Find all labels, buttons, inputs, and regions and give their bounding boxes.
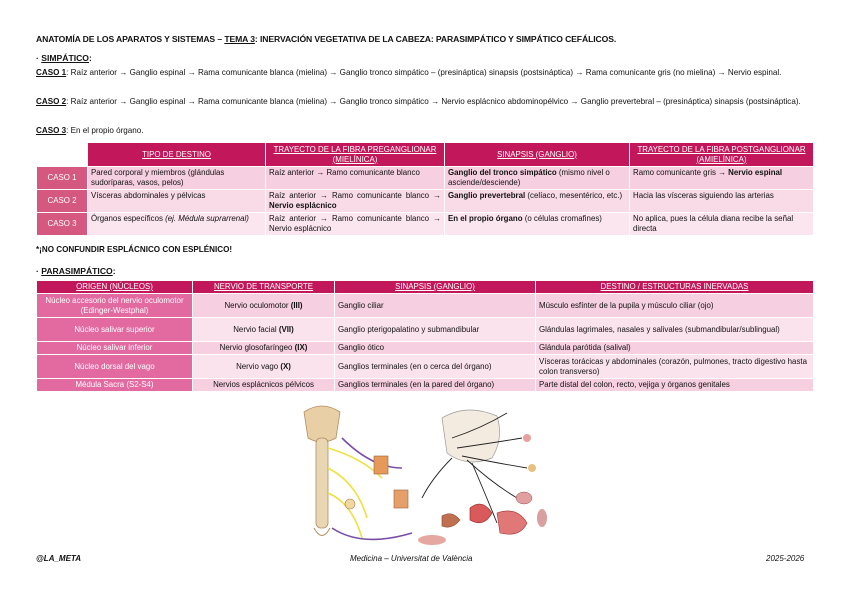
cell-post: Hacia las vísceras siguiendo las arterias bbox=[630, 190, 814, 213]
table-row bbox=[37, 379, 814, 392]
cell-destino: Pared corporal y miembros (glándulas sudoríparas, vasos, pelos) bbox=[88, 167, 266, 190]
parasimpatico-table bbox=[36, 280, 814, 392]
table-row bbox=[37, 318, 814, 342]
table-row bbox=[37, 190, 814, 213]
header-sinapsis: SINAPSIS (GANGLIO) bbox=[335, 281, 536, 294]
cell-destino: Glándulas lagrimales, nasales y salivales (submandibular/sublingual) bbox=[536, 318, 814, 342]
cell-nervio: Nervios esplácnicos pélvicos bbox=[193, 379, 335, 392]
cell-sinapsis: Ganglios terminales (en o cerca del órgano) bbox=[335, 355, 536, 379]
caso2-paragraph: CASO 2: Raíz anterior → Ganglio espinal → Rama comunicante blanca (mielina) → Ganglio tronco simpático → Nervio esplácnico abdominopélvico → Ganglio prevertebral – (presináptica) sinapsis (postsináptica). bbox=[36, 97, 801, 106]
header-origen: ORIGEN (NÚCLEOS) bbox=[37, 281, 193, 294]
footer-year: 2025-2026 bbox=[766, 554, 805, 563]
cell-destino: Músculo esfínter de la pupila y músculo ciliar (ojo) bbox=[536, 294, 814, 318]
row-label: CASO 1 bbox=[37, 167, 88, 190]
cell-sinapsis: Ganglio pterigopalatino y submandibular bbox=[335, 318, 536, 342]
cell-nervio: Nervio oculomotor (III) bbox=[193, 294, 335, 318]
cell-post: No aplica, pues la célula diana recibe la señal directa bbox=[630, 213, 814, 236]
header-tipo-destino: TIPO DE DESTINO bbox=[88, 143, 266, 167]
header-trayecto-pre: TRAYECTO DE LA FIBRA PREGANGLIONAR (MIELÍNICA) bbox=[266, 143, 445, 167]
cell-destino: Vísceras torácicas y abdominales (corazón, pulmones, tracto digestivo hasta colon transverso) bbox=[536, 355, 814, 379]
warning-note: *¡NO CONFUNDIR ESPLÁCNICO CON ESPLÉNICO! bbox=[36, 245, 233, 254]
cell-pre: Raíz anterior → Ramo comunicante blanco → Nervio esplácnico bbox=[266, 213, 445, 236]
table-corner bbox=[37, 143, 88, 167]
header-destino: DESTINO / ESTRUCTURAS INERVADAS bbox=[536, 281, 814, 294]
footer-institution: Medicina – Universitat de València bbox=[350, 554, 473, 563]
cell-origen: Núcleo salivar superior bbox=[37, 318, 193, 342]
simpatico-table bbox=[36, 142, 814, 236]
cell-post: Ramo comunicante gris → Nervio espinal bbox=[630, 167, 814, 190]
cell-origen: Núcleo salivar inferior bbox=[37, 342, 193, 355]
cell-sinapsis: Ganglio ciliar bbox=[335, 294, 536, 318]
cell-nervio: Nervio facial (VII) bbox=[193, 318, 335, 342]
footer-author: @LA_META bbox=[36, 554, 81, 563]
header-trayecto-post: TRAYECTO DE LA FIBRA POSTGANGLIONAR (AMIELÍNICA) bbox=[630, 143, 814, 167]
cell-sinapsis: Ganglio prevertebral (celíaco, mesentérico, etc.) bbox=[445, 190, 630, 213]
cell-sinapsis: Ganglio del tronco simpático (mismo nivel o asciende/desciende) bbox=[445, 167, 630, 190]
cell-sinapsis: Ganglio ótico bbox=[335, 342, 536, 355]
cell-nervio: Nervio vago (X) bbox=[193, 355, 335, 379]
simpatico-heading: · SIMPÁTICO: bbox=[36, 53, 92, 63]
table-row bbox=[37, 167, 814, 190]
page-title: ANATOMÍA DE LOS APARATOS Y SISTEMAS – TEMA 3: INERVACIÓN VEGETATIVA DE LA CABEZA: PARASIMPÁTICO Y SIMPÁTICO CEFÁLICOS. bbox=[36, 34, 617, 44]
cell-origen: Núcleo dorsal del vago bbox=[37, 355, 193, 379]
caso1-paragraph: CASO 1: Raíz anterior → Ganglio espinal → Rama comunicante blanca (mielina) → Ganglio tronco simpático – (presináptica) sinapsis (postsináptica) → Rama comunicante gris (no mielina) → Nervio espinal. bbox=[36, 68, 782, 77]
row-label: CASO 3 bbox=[37, 213, 88, 236]
caso3-paragraph: CASO 3: En el propio órgano. bbox=[36, 126, 144, 135]
table-row bbox=[37, 355, 814, 379]
header-sinapsis: SINAPSIS (GANGLIO) bbox=[445, 143, 630, 167]
cell-pre: Raíz anterior → Ramo comunicante blanco → Nervio esplácnico bbox=[266, 190, 445, 213]
cell-destino: Parte distal del colon, recto, vejiga y órganos genitales bbox=[536, 379, 814, 392]
cell-sinapsis: Ganglios terminales (en la pared del órgano) bbox=[335, 379, 536, 392]
header-nervio: NERVIO DE TRANSPORTE bbox=[193, 281, 335, 294]
cell-destino: Vísceras abdominales y pélvicas bbox=[88, 190, 266, 213]
row-label: CASO 2 bbox=[37, 190, 88, 213]
cell-origen: Médula Sacra (S2-S4) bbox=[37, 379, 193, 392]
table-row bbox=[37, 213, 814, 236]
cell-sinapsis: En el propio órgano (o células cromafines) bbox=[445, 213, 630, 236]
table-row bbox=[37, 294, 814, 318]
cell-pre: Raíz anterior → Ramo comunicante blanco bbox=[266, 167, 445, 190]
cell-destino: Órganos específicos (ej. Médula suprarrenal) bbox=[88, 213, 266, 236]
parasimpatico-heading: · PARASIMPÁTICO: bbox=[36, 266, 116, 276]
cell-origen: Núcleo accesorio del nervio oculomotor (Edinger-Westphal) bbox=[37, 294, 193, 318]
cell-nervio: Nervio glosofaríngeo (IX) bbox=[193, 342, 335, 355]
autonomic-anatomy-illustration bbox=[292, 398, 552, 550]
table-row bbox=[37, 342, 814, 355]
cell-destino: Glándula parótida (salival) bbox=[536, 342, 814, 355]
